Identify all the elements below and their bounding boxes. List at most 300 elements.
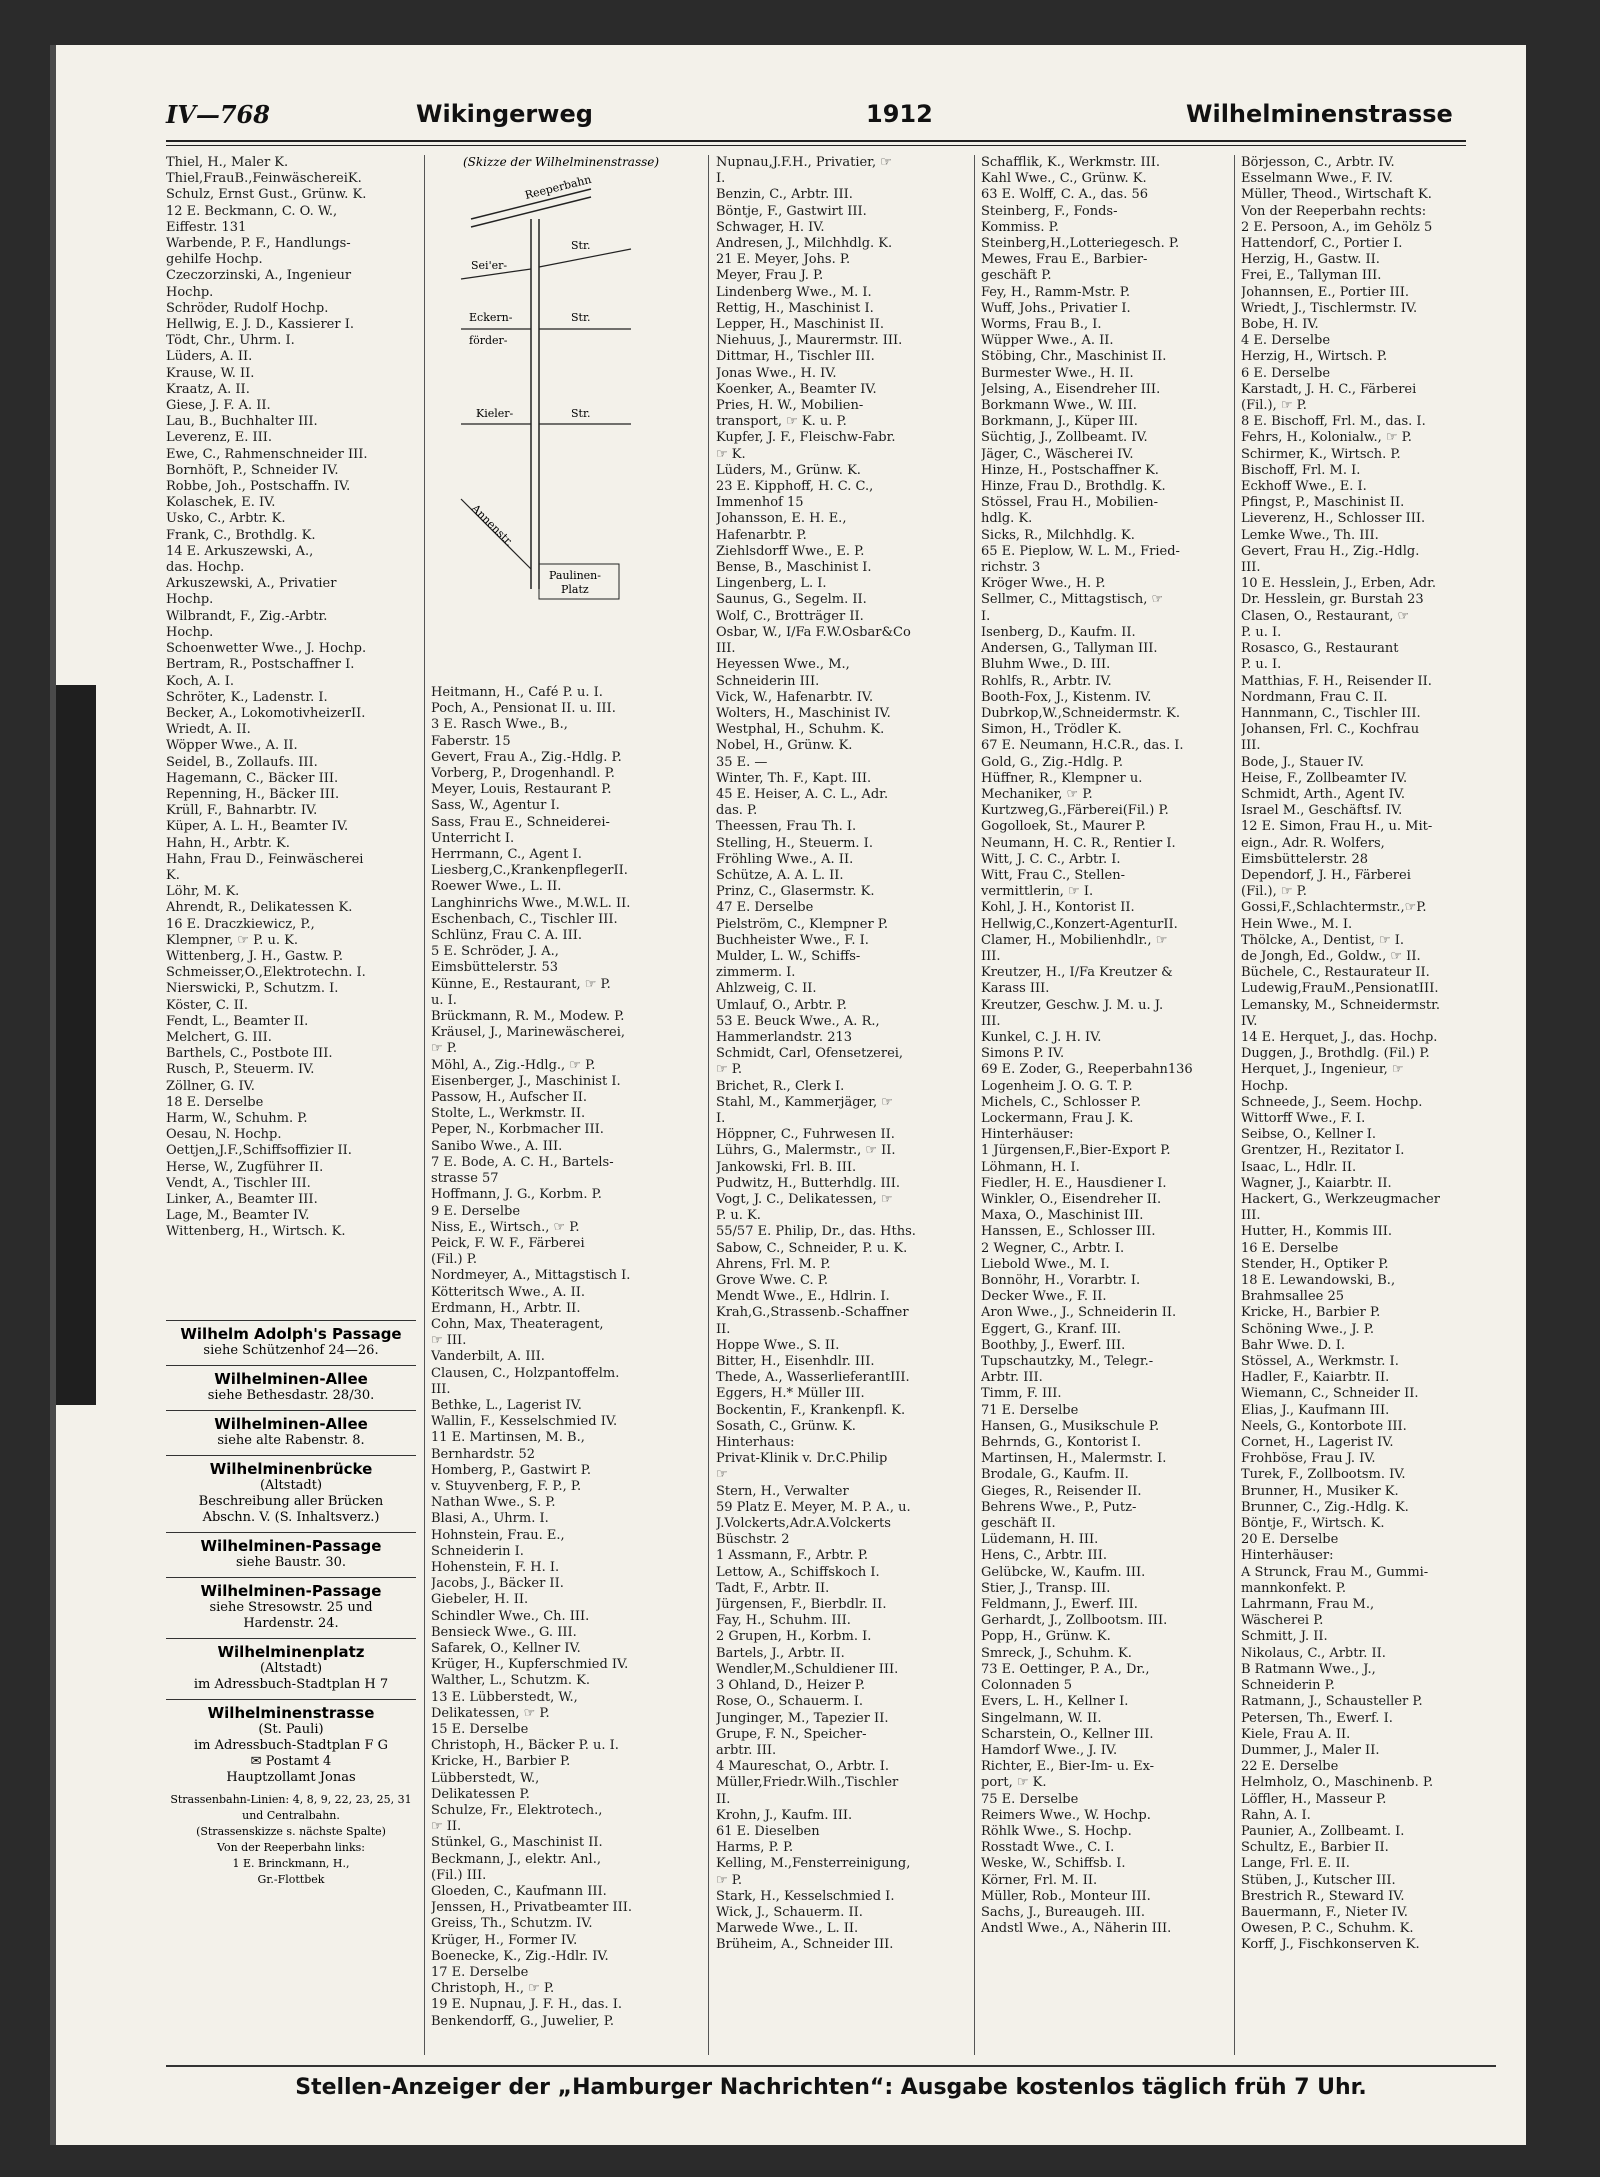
directory-entry: Frohböse, Frau J. IV.: [1241, 1451, 1376, 1467]
street-reference-note: ✉ Postamt 4: [250, 1754, 332, 1769]
directory-entry: Karass III.: [981, 981, 1050, 997]
directory-entry: 2 E. Persoon, A., im Gehölz 5: [1241, 219, 1433, 235]
directory-entry: Nordmann, Frau C. II.: [1241, 689, 1388, 705]
street-reference-note: (Altstadt): [259, 1478, 323, 1493]
directory-entry: Stöbing, Chr., Maschinist II.: [981, 349, 1167, 365]
directory-entry: Herzig, H., Gastw. II.: [1241, 252, 1380, 268]
directory-entry: Schmitt, J. II.: [1241, 1629, 1328, 1645]
directory-entry: Lau, B., Buchhalter III.: [166, 414, 318, 430]
directory-entry: Esselmann Wwe., F. IV.: [1241, 171, 1393, 187]
directory-entry: II.: [716, 1321, 731, 1337]
street-reference-box: [166, 1320, 416, 1365]
directory-entry: Robbe, Joh., Postschaffn. IV.: [166, 479, 351, 495]
directory-entry: Bense, B., Maschinist I.: [716, 560, 872, 576]
directory-entry: Heitmann, H., Café P. u. I.: [431, 685, 603, 700]
directory-entry: P. u. I.: [1241, 624, 1282, 640]
directory-entry: Wendler,M.,Schuldiener III.: [716, 1661, 899, 1677]
street-boxes: [166, 1320, 416, 1894]
directory-entry: Löhmann, H. I.: [981, 1159, 1080, 1175]
directory-entry: 63 E. Wolff, C. A., das. 56: [981, 187, 1149, 203]
directory-entry: Saunus, G., Segelm. II.: [716, 592, 867, 608]
directory-entry: Büchele, C., Restaurateur II.: [1241, 965, 1430, 981]
directory-entry: Eckhoff Wwe., E. I.: [1241, 479, 1367, 495]
directory-entry: Lindenberg Wwe., M. I.: [716, 284, 872, 300]
directory-entry: Koenker, A., Beamter IV.: [716, 381, 877, 397]
directory-entry: Stark, H., Kesselschmied I.: [716, 1888, 895, 1904]
directory-entry: Hafenarbtr. P.: [716, 527, 807, 543]
directory-entry: Reimers Wwe., W. Hochp.: [981, 1807, 1151, 1823]
directory-entry: Schirmer, K., Wirtsch. P.: [1241, 446, 1401, 462]
directory-entry: Vanderbilt, A. III.: [431, 1349, 545, 1365]
directory-entry: Grove Wwe. C. P.: [716, 1273, 829, 1289]
directory-entry: Krüll, F., Bahnarbtr. IV.: [166, 803, 318, 819]
directory-entry: Kraatz, A. II.: [166, 381, 250, 397]
directory-entry: Maxa, O., Maschinist III.: [981, 1208, 1144, 1224]
directory-entry: Stender, H., Optiker P.: [1241, 1256, 1389, 1272]
directory-entry: Schmeisser,O.,Elektrotechn. I.: [166, 965, 366, 981]
page-number: IV—768: [166, 100, 270, 129]
header-rule-thin: [166, 145, 1466, 146]
directory-entry: Heyessen Wwe., M.,: [716, 657, 850, 673]
directory-entry: Steinberg, F., Fonds-: [981, 203, 1118, 219]
directory-entry: mannkonfekt. P.: [1241, 1580, 1347, 1596]
directory-entry: v. Stuyvenberg, F. P., P.: [431, 1478, 582, 1494]
directory-entry: 13 E. Lübberstedt, W.,: [431, 1689, 578, 1705]
directory-entry: Marwede Wwe., L. II.: [716, 1921, 859, 1937]
directory-entry: Böntje, F., Wirtsch. K.: [1241, 1516, 1385, 1532]
directory-entry: Eggert, G., Kranf. III.: [981, 1321, 1122, 1337]
directory-entry: hdlg. K.: [981, 511, 1033, 527]
note-line: Strassenbahn-Linien: 4, 8, 9, 22, 23, 25, 31: [170, 1793, 412, 1806]
directory-entry: Evers, L. H., Kellner I.: [981, 1694, 1129, 1710]
directory-entry: Gelübcke, W., Kaufm. III.: [981, 1564, 1146, 1580]
directory-entry: 73 E. Oettinger, P. A., Dr.,: [981, 1661, 1150, 1677]
directory-entry: Safarek, O., Kellner IV.: [431, 1640, 581, 1656]
directory-entry: (Fil.), ☞ P.: [1241, 884, 1307, 900]
street-sketch: [431, 155, 691, 680]
directory-entry: Stier, J., Transp. III.: [981, 1580, 1111, 1596]
directory-entry: Löhr, M. K.: [166, 884, 240, 900]
directory-entry: Nathan Wwe., S. P.: [431, 1495, 556, 1511]
directory-entry: Hammerlandstr. 213: [716, 1029, 853, 1045]
directory-entry: Kötteritsch Wwe., A. II.: [431, 1284, 586, 1300]
directory-entry: ☞ P.: [716, 1062, 743, 1078]
sketch-label-platz: Platz: [561, 583, 589, 596]
directory-entry: Behrnds, G., Kontorist I.: [981, 1435, 1142, 1451]
directory-entry: Schütze, A. A. L. II.: [716, 867, 844, 883]
directory-entry: Schneede, J., Seem. Hochp.: [1241, 1094, 1423, 1110]
directory-entry: 3 E. Rasch Wwe., B.,: [431, 717, 568, 733]
directory-entry: Mechaniker, ☞ P.: [981, 786, 1093, 802]
directory-entry: Wolf, C., Brotträger II.: [716, 608, 864, 624]
directory-entry: Brückmann, R. M., Modew. P.: [431, 1009, 625, 1025]
directory-entry: Giese, J. F. A. II.: [166, 398, 271, 414]
directory-entry: 3 Ohland, D., Heizer P.: [716, 1678, 865, 1694]
street-reference-title: Wilhelminen-Allee: [214, 1415, 368, 1433]
directory-entry: Stüben, J., Kutscher III.: [1241, 1872, 1396, 1888]
directory-entry: Lemke Wwe., Th. III.: [1241, 527, 1379, 543]
street-reference-box: [166, 1638, 416, 1699]
directory-entry: Hamdorf Wwe., J. IV.: [981, 1742, 1118, 1758]
directory-entry: Linker, A., Beamter III.: [166, 1192, 318, 1207]
directory-entry: Herrmann, C., Agent I.: [431, 847, 582, 863]
directory-entry: Johansson, E. H. E.,: [716, 511, 847, 527]
directory-entry: Delikatessen, ☞ P.: [431, 1705, 550, 1721]
directory-entry: Jankowski, Frl. B. III.: [716, 1159, 857, 1175]
directory-entry: 75 E. Derselbe: [981, 1791, 1079, 1807]
directory-entry: Hinterhäuser:: [981, 1127, 1074, 1143]
directory-entry: Eiffestr. 131: [166, 219, 247, 235]
directory-entry: Becker, A., LokomotivheizerII.: [166, 705, 366, 721]
street-reference-note: siehe Schützenhof 24—26.: [203, 1343, 379, 1358]
directory-entry: 11 E. Martinsen, M. B.,: [431, 1430, 585, 1446]
directory-entry: 53 E. Beuck Wwe., A. R.,: [716, 1013, 880, 1029]
directory-entry: Dependorf, J. H., Färberei: [1241, 867, 1411, 883]
directory-entry: Hahn, Frau D., Feinwäscherei: [166, 851, 364, 867]
directory-entry: Hattendorf, C., Portier I.: [1241, 236, 1403, 252]
directory-entry: Wäscherei P.: [1241, 1613, 1324, 1629]
directory-entry: Hinterhaus:: [716, 1435, 795, 1451]
directory-entry: 1 Jürgensen,F.,Bier-Export P.: [981, 1143, 1171, 1159]
directory-entry: eign., Adr. R. Wolfers,: [1241, 835, 1385, 851]
directory-entry: I.: [716, 171, 726, 187]
directory-entry: Eisenberger, J., Maschinist I.: [431, 1073, 621, 1089]
directory-entry: 9 E. Derselbe: [431, 1203, 521, 1219]
column-3: [716, 155, 966, 1954]
directory-entry: Lange, Frl. E. II.: [1241, 1856, 1350, 1872]
directory-entry: P. u. I.: [1241, 657, 1282, 673]
directory-entry: zimmerm. I.: [716, 965, 796, 981]
directory-entry: 45 E. Heiser, A. C. L., Adr.: [716, 786, 889, 802]
directory-entry: Hannmann, C., Tischler III.: [1241, 705, 1421, 721]
directory-entry: 20 E. Derselbe: [1241, 1532, 1339, 1548]
directory-entry: Ziehlsdorff Wwe., E. P.: [716, 543, 865, 559]
directory-entry: Neels, G., Kontorbote III.: [1241, 1418, 1407, 1434]
directory-entry: Hochp.: [1241, 1078, 1289, 1094]
directory-entry: port, ☞ K.: [981, 1775, 1047, 1791]
directory-entry: Gerhardt, J., Zollbootsm. III.: [981, 1613, 1168, 1629]
directory-entry: Arkuszewski, A., Privatier: [166, 576, 337, 592]
directory-entry: Sass, W., Agentur I.: [431, 798, 560, 814]
directory-entry: Schneiderin I.: [431, 1543, 524, 1559]
directory-entry: Frank, C., Brothdlg. K.: [166, 527, 316, 543]
directory-entry: Stössel, A., Werkmstr. I.: [1241, 1354, 1399, 1370]
page-binding-shadow: [56, 685, 96, 1405]
directory-entry: (Fil.), ☞ P.: [1241, 398, 1307, 414]
directory-entry: Schulz, Ernst Gust., Grünw. K.: [166, 187, 367, 203]
directory-entry: Röhlk Wwe., S. Hochp.: [981, 1823, 1132, 1839]
directory-entry: Möhl, A., Zig.-Hdlg., ☞ P.: [431, 1057, 596, 1073]
street-reference-note: (St. Pauli): [258, 1722, 324, 1737]
directory-entry: Schröter, K., Ladenstr. I.: [166, 689, 328, 705]
directory-entry: Schmidt, Arth., Agent IV.: [1241, 786, 1405, 802]
directory-entry: Ratmann, J., Schausteller P.: [1241, 1694, 1423, 1710]
street-reference-note: Hauptzollamt Jonas: [226, 1770, 356, 1785]
directory-entry: Sanibo Wwe., A. III.: [431, 1138, 563, 1154]
directory-entry: Privat-Klinik v. Dr.C.Philip: [716, 1451, 888, 1467]
street-reference-note: im Adressbuch-Stadtplan F G: [193, 1738, 389, 1753]
directory-entry: Christoph, H., Bäcker P. u. I.: [431, 1738, 619, 1754]
directory-entry: Rosstadt Wwe., C. I.: [981, 1840, 1115, 1856]
directory-entry: Böntje, F., Gastwirt III.: [716, 203, 867, 219]
directory-entry: richstr. 3: [981, 560, 1041, 576]
directory-entry: Seibse, O., Kellner I.: [1241, 1127, 1377, 1143]
directory-entry: Hens, C., Arbtr. III.: [981, 1548, 1107, 1564]
directory-entry: 35 E. —: [716, 754, 768, 770]
directory-entry: ☞ II.: [431, 1819, 462, 1835]
directory-entry: Stahl, M., Kammerjäger, ☞: [716, 1094, 893, 1110]
directory-entry: III.: [1241, 1208, 1261, 1224]
directory-entry: Boenecke, K., Zig.-Hdlr. IV.: [431, 1948, 609, 1964]
directory-entry: Wilbrandt, F., Zig.-Arbtr.: [166, 608, 328, 624]
directory-entry: Benkendorff, G., Juwelier, P.: [431, 2013, 614, 2029]
directory-entry: Niehuus, J., Maurermstr. III.: [716, 333, 903, 349]
street-reference-note: Hardenstr. 24.: [243, 1616, 339, 1631]
directory-entry: Harms, P. P.: [716, 1840, 794, 1856]
directory-entry: Ahlzweig, C. II.: [716, 981, 817, 997]
directory-entry: Pries, H. W., Mobilien-: [716, 398, 864, 414]
street-reference-title: Wilhelminenbrücke: [209, 1460, 373, 1478]
directory-entry: Clamer, H., Mobilienhdlr., ☞: [981, 932, 1168, 948]
directory-entry: Singelmann, W. II.: [981, 1710, 1102, 1726]
directory-entry: Worms, Frau B., I.: [981, 317, 1102, 333]
directory-entry: Vendt, A., Tischler III.: [166, 1175, 311, 1191]
directory-entry: Hadler, F., Kaiarbtr. II.: [1241, 1370, 1390, 1386]
directory-entry: Meyer, Frau J. P.: [716, 268, 824, 284]
directory-entry: 18 E. Lewandowski, B.,: [1241, 1273, 1396, 1289]
directory-entry: Dittmar, H., Tischler III.: [716, 349, 875, 365]
directory-entry: Sabow, C., Schneider, P. u. K.: [716, 1240, 908, 1256]
directory-entry: Logenheim J. O. G. T. P.: [981, 1078, 1133, 1094]
directory-entry: Wiemann, C., Schneider II.: [1241, 1386, 1419, 1402]
directory-entry: Rahn, A. I.: [1241, 1807, 1311, 1823]
directory-entry: Nupnau,J.F.H., Privatier, ☞: [716, 155, 892, 170]
directory-entry: Börjesson, C., Arbtr. IV.: [1241, 155, 1395, 170]
directory-entry: 15 E. Derselbe: [431, 1722, 529, 1737]
directory-entry: Ahrendt, R., Delikatessen K.: [166, 900, 353, 916]
directory-entry: Wagner, J., Kaiarbtr. II.: [1241, 1175, 1392, 1191]
directory-entry: Rosasco, G., Restaurant: [1241, 641, 1399, 657]
directory-entry: Eimsbüttelerstr. 28: [1241, 851, 1369, 867]
directory-entry: Burmester Wwe., H. II.: [981, 365, 1134, 381]
directory-entry: Brahmsallee 25: [1241, 1289, 1345, 1305]
directory-entry: vermittlerin, ☞ I.: [981, 884, 1094, 900]
column-divider: [1234, 155, 1235, 2055]
directory-entry: Giebeler, H. II.: [431, 1592, 529, 1608]
directory-entry: Aron Wwe., J., Schneiderin II.: [981, 1305, 1177, 1321]
directory-entry: Michels, C., Schlosser P.: [981, 1094, 1141, 1110]
street-reference-note: siehe Baustr. 30.: [235, 1555, 347, 1570]
directory-entry: Hüffner, R., Klempner u.: [981, 770, 1143, 786]
directory-entry: Tödt, Chr., Uhrm. I.: [166, 333, 295, 349]
directory-entry: Pielström, C., Klempner P.: [716, 916, 889, 932]
directory-entry: 4 Maureschat, O., Arbtr. I.: [716, 1759, 890, 1775]
directory-entry: das. Hochp.: [166, 560, 245, 576]
directory-entry: 16 E. Draczkiewicz, P.,: [166, 916, 315, 932]
directory-entry: I.: [981, 608, 991, 624]
directory-entry: Elias, J., Kaufmann III.: [1241, 1402, 1390, 1418]
column-divider: [974, 155, 975, 2055]
left-street-heading: Wikingerweg: [416, 100, 593, 128]
directory-entry: Seidel, B., Zollaufs. III.: [166, 754, 318, 770]
directory-entry: 59 Platz E. Meyer, M. P. A., u.: [716, 1499, 911, 1515]
directory-entry: 1 Assmann, F., Arbtr. P.: [716, 1548, 869, 1564]
directory-entry: Lettow, A., Schiffskoch I.: [716, 1564, 880, 1580]
directory-entry: Vick, W., Hafenarbtr. IV.: [716, 689, 874, 705]
directory-entry: Hochp.: [166, 624, 214, 640]
sketch-label-str-2: Str.: [571, 311, 591, 324]
directory-entry: 69 E. Zoder, G., Reeperbahn136: [981, 1062, 1193, 1078]
street-reference-box: [166, 1699, 416, 1792]
directory-entry: Umlauf, O., Arbtr. P.: [716, 997, 847, 1013]
directory-entry: Warbende, P. F., Handlungs-: [166, 236, 351, 252]
directory-entry: Müller, Rob., Monteur III.: [981, 1888, 1151, 1904]
directory-entry: Cohn, Max, Theateragent,: [431, 1316, 604, 1332]
directory-entry: Jonas Wwe., H. IV.: [716, 365, 837, 381]
directory-entry: ☞ K.: [716, 446, 746, 462]
directory-entry: Junginger, M., Tapezier II.: [716, 1710, 889, 1726]
street-reference-box: [166, 1410, 416, 1455]
directory-entry: Lahrmann, Frau M.,: [1241, 1597, 1375, 1613]
directory-entry: Liebold Wwe., M. I.: [981, 1256, 1110, 1272]
directory-entry: Bauermann, F., Nieter IV.: [1241, 1904, 1408, 1920]
directory-entry: Gloeden, C., Kaufmann III.: [431, 1884, 607, 1900]
directory-entry: Kiele, Frau A. II.: [1241, 1726, 1351, 1742]
directory-entry: Bartels, J., Arbtr. II.: [716, 1645, 845, 1661]
directory-entry: IV.: [1241, 1013, 1258, 1029]
directory-entry: Lemansky, M., Schneidermstr.: [1241, 997, 1441, 1013]
note-line: und Centralbahn.: [242, 1809, 340, 1822]
directory-entry: Mulder, L. W., Schiffs-: [716, 948, 861, 964]
directory-entry: 55/57 E. Philip, Dr., das. Hths.: [716, 1224, 916, 1240]
directory-entry: Melchert, G. III.: [166, 1029, 272, 1045]
directory-entry: Thölcke, A., Dentist, ☞ I.: [1241, 932, 1405, 948]
directory-entry: Vogt, J. C., Delikatessen, ☞: [716, 1192, 893, 1207]
directory-entry: Stünkel, G., Maschinist II.: [431, 1835, 603, 1851]
directory-entry: Lepper, H., Maschinist II.: [716, 317, 884, 333]
directory-entry: Schneiderin III.: [716, 673, 820, 689]
directory-entry: Gevert, Frau A., Zig.-Hdlg. P.: [431, 749, 622, 765]
directory-entry: Kupfer, J. F., Fleischw-Fabr.: [716, 430, 896, 446]
directory-entry: Usko, C., Arbtr. K.: [166, 511, 286, 527]
directory-entry: Faberstr. 15: [431, 733, 511, 749]
directory-entry: Lührs, G., Malermstr., ☞ II.: [716, 1143, 896, 1159]
directory-entry: 6 E. Derselbe: [1241, 365, 1331, 381]
directory-entry: (Fil.) III.: [431, 1867, 487, 1883]
directory-entry: Harm, W., Schuhm. P.: [166, 1110, 308, 1126]
directory-entry: Thiel, H., Maler K.: [166, 155, 289, 170]
directory-entry: Nobel, H., Grünw. K.: [716, 738, 853, 754]
directory-entry: arbtr. III.: [716, 1742, 777, 1758]
directory-entry: Hahn, H., Arbtr. K.: [166, 835, 290, 851]
directory-entry: Homberg, P., Gastwirt P.: [431, 1462, 591, 1478]
directory-entry: Bockentin, F., Krankenpfl. K.: [716, 1402, 906, 1418]
column-2: [431, 685, 681, 2030]
directory-entry: Schröder, Rudolf Hochp.: [166, 300, 329, 316]
directory-entry: Oesau, N. Hochp.: [166, 1127, 282, 1143]
directory-entry: Krah,G.,Strassenb.-Schaffner: [716, 1305, 909, 1321]
directory-entry: Gold, G., Zig.-Hdlg. P.: [981, 754, 1123, 770]
street-reference-note: siehe alte Rabenstr. 8.: [217, 1433, 365, 1448]
directory-entry: Repenning, H., Bäcker III.: [166, 786, 340, 802]
directory-entry: Stern, H., Verwalter: [716, 1483, 849, 1499]
directory-entry: Kurtzweg,G.,Färberei(Fil.) P.: [981, 803, 1169, 819]
directory-entry: 67 E. Neumann, H.C.R., das. I.: [981, 738, 1184, 754]
directory-entry: Karstadt, J. H. C., Färberei: [1241, 381, 1417, 397]
directory-entry: Isenberg, D., Kaufm. II.: [981, 624, 1136, 640]
sketch-label-kieler: Kieler-: [476, 407, 514, 420]
directory-entry: Hutter, H., Kommis III.: [1241, 1224, 1392, 1240]
directory-entry: 2 Wegner, C., Arbtr. I.: [981, 1240, 1125, 1256]
sketch-label-seiler: Sei'er-: [471, 259, 508, 272]
directory-entry: u. I.: [431, 992, 457, 1008]
directory-entry: Lüders, A. II.: [166, 349, 253, 365]
directory-entry: Witt, Frau C., Stellen-: [981, 867, 1125, 883]
directory-entry: Hanssen, E., Schlosser III.: [981, 1224, 1156, 1240]
directory-entry: Timm, F. III.: [981, 1386, 1062, 1402]
directory-entry: Kelling, M.,Fensterreinigung,: [716, 1856, 911, 1872]
directory-entry: Schneiderin P.: [1241, 1678, 1335, 1694]
street-reference-note: Abschn. V. (S. Inhaltsverz.): [202, 1510, 380, 1525]
directory-entry: das. P.: [716, 803, 758, 819]
directory-entry: Heise, F., Zollbeamter IV.: [1241, 770, 1408, 786]
directory-entry: ☞ III.: [431, 1333, 467, 1349]
directory-entry: Hohenstein, F. H. I.: [431, 1559, 560, 1575]
directory-entry: Nikolaus, C., Arbtr. II.: [1241, 1645, 1386, 1661]
directory-entry: P. u. K.: [716, 1208, 761, 1224]
directory-entry: Bitter, H., Eisenhdlr. III.: [716, 1354, 875, 1370]
directory-entry: Decker Wwe., F. II.: [981, 1289, 1107, 1305]
directory-entry: Grupe, F. N., Speicher-: [716, 1726, 867, 1742]
directory-entry: Cornet, H., Lagerist IV.: [1241, 1435, 1394, 1451]
directory-entry: Kricke, H., Barbier P.: [1241, 1305, 1381, 1321]
directory-entry: Küper, A. L. H., Beamter IV.: [166, 819, 349, 835]
directory-entry: Sass, Frau E., Schneiderei-: [431, 814, 610, 830]
directory-entry: Lieverenz, H., Schlosser III.: [1241, 511, 1426, 527]
directory-entry: Nierswicki, P., Schutzm. I.: [166, 981, 339, 997]
directory-entry: Witt, J. C. C., Arbtr. I.: [981, 851, 1121, 867]
directory-entry: Hinze, H., Postschaffner K.: [981, 462, 1159, 478]
directory-entry: Bornhöft, P., Schneider IV.: [166, 462, 339, 478]
directory-entry: Lage, M., Beamter IV.: [166, 1208, 310, 1224]
directory-entry: (Fil.) P.: [431, 1252, 477, 1268]
directory-entry: Ludewig,FrauM.,PensionatIII.: [1241, 981, 1439, 997]
directory-entry: Lüdemann, H. III.: [981, 1532, 1099, 1548]
directory-entry: Nordmeyer, A., Mittagstisch I.: [431, 1268, 631, 1284]
directory-entry: Blasi, A., Uhrm. I.: [431, 1511, 549, 1527]
column-divider: [424, 155, 425, 2055]
directory-entry: geschäft P.: [981, 268, 1052, 284]
directory-entry: Von der Reeperbahn rechts:: [1241, 203, 1427, 219]
directory-entry: Hochp.: [166, 284, 214, 300]
directory-entry: Krause, W. II.: [166, 365, 255, 381]
directory-entry: Brestrich R., Steward IV.: [1241, 1888, 1405, 1904]
directory-entry: de Jongh, Ed., Goldw., ☞ II.: [1241, 948, 1421, 964]
directory-entry: Feldmann, J., Ewerf. III.: [981, 1597, 1138, 1613]
directory-entry: Bluhm Wwe., D. III.: [981, 657, 1111, 673]
directory-entry: Herquet, J., Ingenieur, ☞: [1241, 1062, 1404, 1078]
directory-entry: 10 E. Hesslein, J., Erben, Adr.: [1241, 576, 1437, 592]
directory-entry: Hoppe Wwe., S. II.: [716, 1337, 840, 1353]
sketch-label-paulinen: Paulinen-: [549, 569, 601, 582]
street-reference-box: [166, 1455, 416, 1532]
directory-entry: Pfingst, P., Maschinist II.: [1241, 495, 1405, 511]
directory-entry: Barthels, C., Postbote III.: [166, 1046, 333, 1062]
directory-entry: Schoenwetter Wwe., J. Hochp.: [166, 641, 367, 657]
column-5: [1241, 155, 1481, 1954]
directory-entry: Israel M., Geschäftsf. IV.: [1241, 803, 1403, 819]
directory-entry: Brüheim, A., Schneider III.: [716, 1937, 894, 1953]
